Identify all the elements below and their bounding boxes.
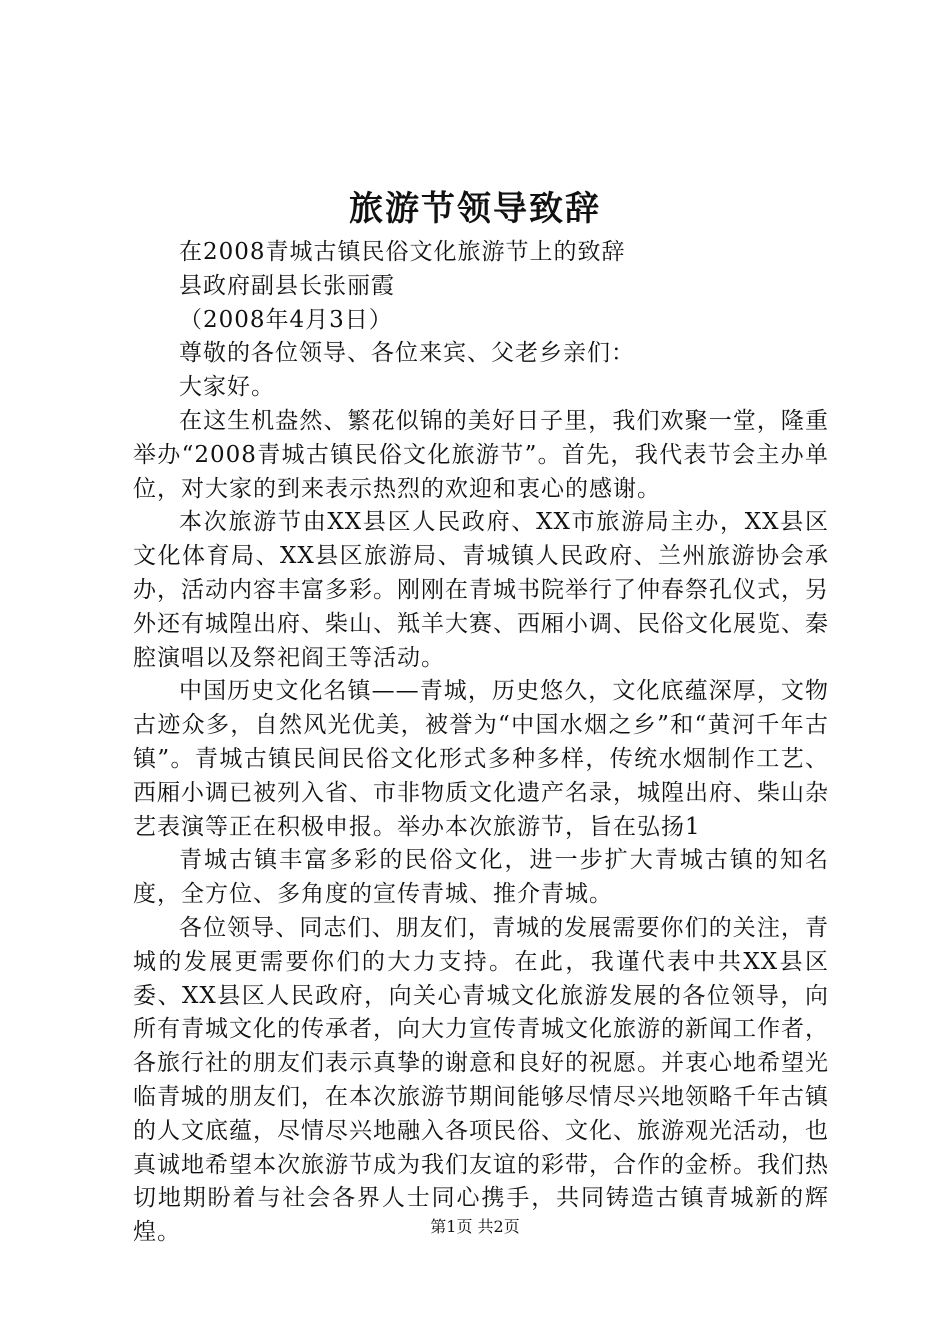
speech-heading: 在2008青城古镇民俗文化旅游节上的致辞 [179, 239, 626, 265]
salutation: 尊敬的各位领导、各位来宾、父老乡亲们： [179, 340, 635, 367]
greeting: 大家好。 [179, 374, 275, 401]
paragraph: 各位领导、同志们、朋友们，青城的发展需要你们的关注，青城的发展更需要你们的大力支持。在此，我谨代表中共XX县区委、XX县区人民政府，向关心青城文化旅游发展的各位领导，向所有青城文化的传承者，向大力宣传青城文化旅游的新闻工作者，各旅行社的朋友们表示真挚的谢意和良好的祝愿。并衷心地希望光临青城的朋友们，在本次旅游节期间能够尽情尽兴地领略千年古镇的人文底蕴，尽情尽兴地融入各项民俗、文化、旅游观光活动，也真诚地希望本次旅游节成为我们友谊的彩带，合作的金桥。我们热切地期盼着与社会各界人士同心携手，共同铸造古镇青城新的辉煌。 [133, 914, 829, 1246]
document-title: 旅游节领导致辞 [349, 189, 601, 229]
paragraph: 青城古镇丰富多彩的民俗文化，进一步扩大青城古镇的知名度，全方位、多角度的宣传青城、推介青城。 [133, 847, 829, 908]
paragraph: 在这生机盎然、繁花似锦的美好日子里，我们欢聚一堂，隆重举办“2008青城古镇民俗文化旅游节”。首先，我代表节会主办单位，对大家的到来表示热烈的欢迎和衷心的感谢。 [133, 407, 829, 502]
document-body [133, 236, 829, 1250]
speaker-line: 县政府副县长张丽霞 [179, 272, 395, 299]
page-footer: 第1页 共2页 [430, 1217, 520, 1236]
date-line: （2008年4月3日） [179, 306, 393, 333]
paragraph: 中国历史文化名镇——青城，历史悠久，文化底蕴深厚，文物古迹众多，自然风光优美，被誉为“中国水烟之乡”和“黄河千年古镇”。青城古镇民间民俗文化形式多种多样，传统水烟制作工艺、西厢小调已被列入省、市非物质文化遗产名录，城隍出府、柴山杂艺表演等正在积极申报。举办本次旅游节，旨在弘扬1 [133, 678, 829, 840]
paragraph: 本次旅游节由XX县区人民政府、XX市旅游局主办，XX县区文化体育局、XX县区旅游局、青城镇人民政府、兰州旅游协会承办，活动内容丰富多彩。刚刚在青城书院举行了仲春祭孔仪式，另外还有城隍出府、柴山、羝羊大赛、西厢小调、民俗文化展览、秦腔演唱以及祭祀阎王等活动。 [133, 509, 829, 671]
